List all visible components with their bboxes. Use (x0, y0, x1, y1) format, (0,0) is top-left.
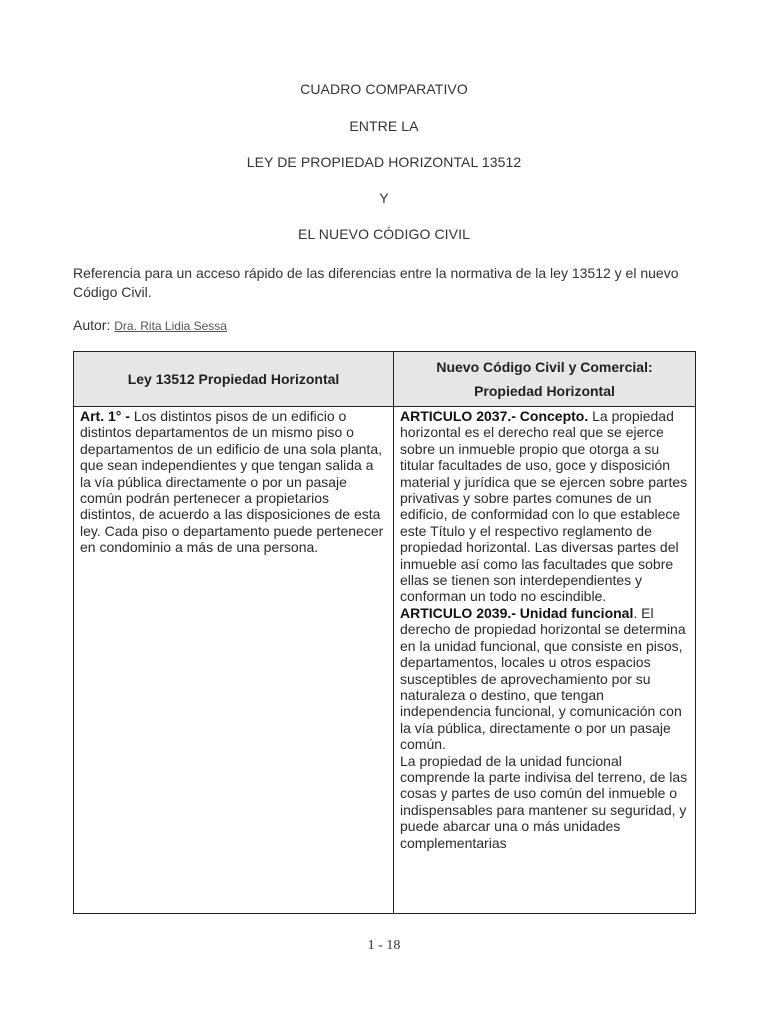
page-number: 1 - 18 (367, 938, 401, 953)
title-line-2: ENTRE LA (349, 118, 419, 134)
art-1-text: Los distintos pisos de un edificio o distintos departamentos de un mismo piso o departamentos de un edificio de una sola planta, que sean independientes y que tengan salida a la vía pública directamente o por un pasaje común podrán pertenecer a propietarios distintos, de acuerdo a las disposiciones de esta ley. Cada piso o departamento puede pertenecer en condominio a más de una persona. (80, 408, 384, 556)
intro-paragraph: Referencia para un acceso rápido de las diferencias entre la normativa de la ley 13512 y el nuevo Código Civil. (73, 265, 679, 300)
header-left: Ley 13512 Propiedad Horizontal (74, 352, 394, 407)
author-link[interactable]: Dra. Rita Lidia Sessa (114, 319, 227, 333)
table-row (74, 407, 696, 914)
title-line-5: EL NUEVO CÓDIGO CIVIL (298, 226, 470, 242)
art-2039-text: . El derecho de propiedad horizontal se determina en la unidad funcional, que consiste en pisos, departamentos, locales u otros espacios susceptibles de aprovechamiento por su naturaleza o destino, que tengan independencia funcional, y comunicación con la vía pública, directamente o por un pasaje común. (400, 604, 686, 753)
title-line-3: LEY DE PROPIEDAD HORIZONTAL 13512 (246, 154, 522, 170)
art-2039-paragraph-2: La propiedad de la unidad funcional comprende la parte indivisa del terreno, de las cosas y partes de uso común del inmueble o indispensables para mantener su seguridad, y puede abarcar una o más unidades complementarias (400, 752, 688, 851)
art-2039-title: ARTICULO 2039.- Unidad funcional (400, 604, 634, 621)
art-1-title: Art. 1° - (80, 408, 130, 424)
cell-codigo-civil (394, 407, 696, 914)
header-right (394, 352, 696, 407)
art-2037-paragraph (400, 408, 689, 605)
header-right-line1: Nuevo Código Civil y Comercial: (436, 359, 653, 375)
title-line-1: CUADRO COMPARATIVO (300, 81, 468, 97)
cell-ley-13512 (74, 407, 394, 914)
art-1-paragraph (80, 408, 387, 556)
title-line-4: Y (379, 190, 389, 206)
table-header-row (74, 352, 696, 407)
header-right-line2: Propiedad Horizontal (474, 383, 615, 399)
comparison-table (73, 351, 696, 914)
author-label: Autor: (73, 317, 111, 333)
art-2037-text: La propiedad horizontal es el derecho real que se ejerce sobre un inmueble propio que otorga a su titular facultades de uso, goce y disposición material y jurídica que se ejercen sobre partes privativas y sobre partes comunes de un edificio, de conformidad con lo que establece este Título y el respectivo reglamento de propiedad horizontal. Las diversas partes del inmueble así como las facultades que sobre ellas se tienen son interdependientes y conforman un todo no escindible. (400, 408, 688, 605)
art-2037-title: ARTICULO 2037.- Concepto. (400, 408, 589, 424)
author-line (73, 317, 227, 333)
art-2039-paragraph (400, 605, 689, 753)
